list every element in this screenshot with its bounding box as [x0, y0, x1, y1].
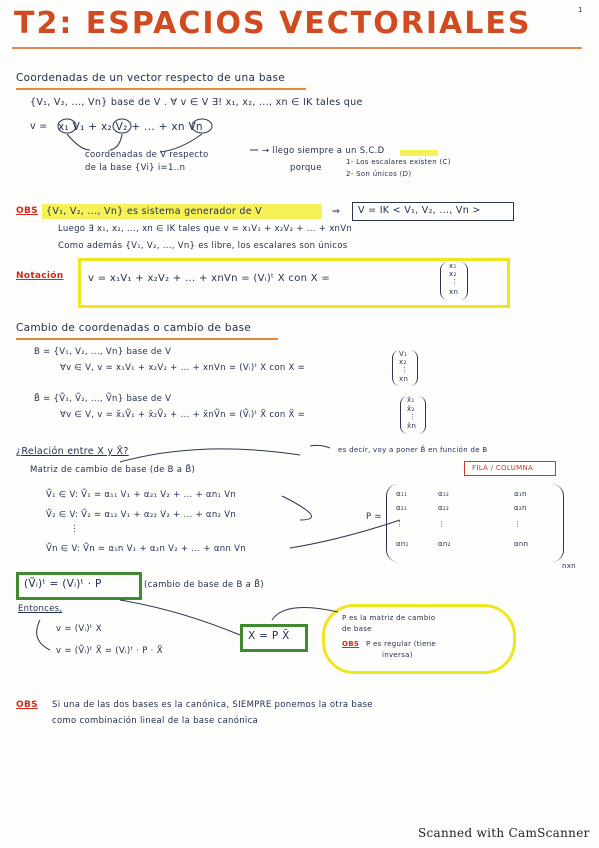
- combo-v: v =: [30, 121, 48, 132]
- b-vec-3: xn: [399, 375, 409, 383]
- p-cell-1-1: α₂₂: [438, 504, 450, 512]
- b-vec-2: ⋮: [401, 366, 409, 374]
- notation-vec-3: xn: [449, 288, 459, 296]
- coord-note-1: coordenadas de V respecto: [85, 150, 209, 160]
- arrow-note-2: porque: [290, 163, 322, 173]
- relation-row-n: Ṽn ∈ V: Ṽn = α₁n V₁ + α₂n V₂ + ... + αnn Vn: [46, 544, 246, 554]
- obs1-label: OBS: [16, 206, 38, 216]
- bt-expr: ∀v ∈ V, v = x̃₁Ṽ₁ + x̃₂Ṽ₂ + ... + x̃nṼn = (Ṽᵢ)ᵗ X̃ con X̃ =: [60, 410, 306, 420]
- p-cell-3-1: αn₂: [438, 540, 451, 548]
- bt-vec-3: x̃n: [407, 422, 417, 430]
- relation-row-dots: ⋮: [70, 524, 79, 534]
- arrow-row1-to-p: [282, 496, 312, 520]
- then-label: Entonces,: [18, 604, 63, 614]
- notation-formula: v = x₁V₁ + x₂V₂ + ... + xnVn = (Vᵢ)ᵗ X con X =: [88, 273, 331, 284]
- circle-x1: [58, 119, 76, 133]
- obs1-implies: ⇒: [332, 206, 341, 217]
- p-obs-note-1: P es regular (tiene: [366, 640, 437, 648]
- notation-vec-0: x₁: [449, 262, 457, 270]
- arrow-eq-bracket: [37, 620, 50, 650]
- arrow-x1-note: [67, 134, 90, 150]
- arrow-note-1: → llego siempre a un S.C.D: [262, 146, 385, 156]
- b-def: B = {V₁, V₂, ..., Vn} base de V: [34, 347, 172, 357]
- section-coordenadas-heading: Coordenadas de un vector respecto de una base: [16, 72, 286, 84]
- corner-mark: 1: [578, 6, 583, 14]
- obs1-line3: Como además {V₁, V₂, ..., Vn} es libre, los escalares son únicos: [58, 241, 348, 251]
- bt-vec-0: x̃₁: [407, 396, 415, 404]
- p-obs-label: OBS: [342, 640, 360, 648]
- obs2-line-2: como combinación lineal de la base canónica: [52, 716, 259, 726]
- p-cell-2-2: ⋮: [514, 520, 522, 528]
- arrow-relation: [120, 449, 300, 462]
- arrow-p-to-note: [272, 608, 338, 621]
- arrow-xn-note: [160, 134, 202, 152]
- relation-aside: es decir, voy a poner B̃ en función de B: [338, 446, 488, 454]
- bt-vec-2: ⋮: [409, 413, 417, 421]
- eq-2: v = (Ṽᵢ)ᵗ X̃ = (Vᵢ)ᵗ · P · X̃: [56, 646, 163, 656]
- bt-def: B̃ = {Ṽ₁, Ṽ₂, ..., Ṽn} base de V: [34, 394, 172, 404]
- circle-xn: [192, 119, 212, 133]
- matrix-title: Matriz de cambio de base (de B a B̃): [30, 465, 196, 475]
- p-note-1: P es la matriz de cambio: [342, 614, 436, 622]
- reason-1: 1- Los escalares existen (C): [346, 158, 451, 166]
- p-cell-1-2: α₂n: [514, 504, 527, 512]
- combo-terms: x₁ V₁ + x₂ V₂ + ... + xn Vn: [58, 121, 203, 133]
- notation-vec-2: ⋮: [451, 278, 459, 286]
- arrow-x2-note: [110, 134, 122, 150]
- b-expr: ∀v ∈ V, v = x₁V₁ + x₂V₂ + ... + xnVn = (Vᵢ)ᵗ X con X =: [60, 363, 306, 373]
- arrow-result-to-final: [120, 600, 240, 635]
- p-cell-3-0: αn₁: [396, 540, 409, 548]
- p-cell-0-1: α₁₂: [438, 490, 450, 498]
- bt-vec-1: x̃₂: [407, 405, 415, 413]
- arrow-aside: [310, 445, 330, 448]
- p-obs-note-2: inversa): [382, 651, 413, 659]
- result-boxed: (Ṽᵢ)ᵗ = (Vᵢ)ᵗ · P: [24, 578, 102, 590]
- obs1-line2: Luego ∃ x₁, x₂, ..., xn ∈ IK tales que v = x₁V₁ + x₂V₂ + ... + xnVn: [58, 224, 353, 234]
- arrow-rown-to-p: [290, 520, 400, 548]
- page-title: T2: ESPACIOS VECTORIALES: [14, 6, 532, 41]
- section-cambio-heading: Cambio de coordenadas o cambio de base: [16, 322, 252, 334]
- b-vec-0: V₁: [399, 350, 408, 358]
- circle-x2: [113, 119, 131, 133]
- reason-2: 2- Son únicos (D): [346, 170, 412, 178]
- p-cell-2-0: ⋮: [396, 520, 404, 528]
- obs1-statement: {V₁, V₂, ..., Vn} es sistema generador de V: [46, 206, 262, 217]
- eq-1: v = (Vᵢ)ᵗ X: [56, 624, 102, 634]
- p-sub: nxn: [562, 562, 576, 570]
- fila-columna-label: FILA / COLUMNA: [472, 464, 534, 472]
- relation-question: ¿Relación entre X y X̃?: [16, 446, 129, 457]
- notation-vec-1: x₂: [449, 270, 457, 278]
- b-vec-1: x₂: [399, 358, 407, 366]
- scanner-watermark: Scanned with CamScanner: [418, 826, 590, 840]
- coord-note-2: de la base {Vi} i=1..n: [85, 163, 186, 173]
- p-cell-3-2: αnn: [514, 540, 529, 548]
- p-cell-0-2: α₁n: [514, 490, 527, 498]
- basis-line: {V₁, V₂, ..., Vn} base de V . ∀ v ∈ V ∃! x₁, x₂, ..., xn ∈ IK tales que: [30, 97, 363, 108]
- p-cell-2-1: ⋮: [438, 520, 446, 528]
- p-cell-0-0: α₁₁: [396, 490, 408, 498]
- p-label: P =: [366, 512, 382, 522]
- obs2-label: OBS: [16, 700, 38, 710]
- obs2-line-1: Si una de las dos bases es la canónica, SIEMPRE ponemos la otra base: [52, 700, 373, 710]
- relation-row-1: Ṽ₁ ∈ V: Ṽ₁ = α₁₁ V₁ + α₂₁ V₂ + ... + αn₁ Vn: [46, 490, 237, 500]
- p-note-2: de base: [342, 625, 372, 633]
- notation-label: Notación: [16, 271, 64, 281]
- final-box-text: X = P X̃: [248, 630, 290, 642]
- relation-row-2: Ṽ₂ ∈ V: Ṽ₂ = α₁₂ V₁ + α₂₂ V₂ + ... + αn₂ Vn: [46, 510, 237, 520]
- result-caption: (cambio de base de B a B̃): [144, 580, 264, 590]
- p-cell-1-0: α₂₁: [396, 504, 408, 512]
- obs1-boxed: V = IK < V₁, V₂, ..., Vn >: [358, 205, 481, 216]
